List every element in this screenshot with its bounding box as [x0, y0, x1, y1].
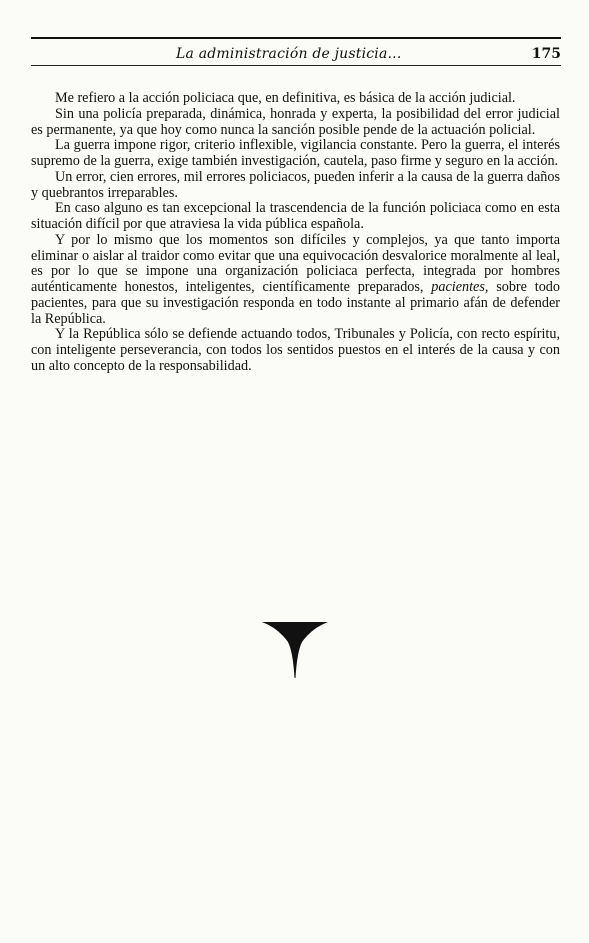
- paragraph-7: Y la República sólo se defiende actuando todos, Tribunales y Policía, con recto espíritu, con inteligente perseverancia, con todos los sentidos puestos en el interés de la causa y con un alto concepto de la responsabilidad.: [31, 326, 560, 374]
- paragraph-6-end: sobre todo pacientes, para que su investigación responda en todo instante al primario afán de defender la República.: [31, 279, 560, 327]
- paragraph-4: Un error, cien errores, mil errores policiacos, pueden inferir a la causa de la guerra daños y quebrantos irreparables.: [31, 168, 560, 201]
- paragraph-1: Me refiero a la acción policiaca que, en definitiva, es básica de la acción judicial.: [55, 90, 516, 106]
- header-rule: [31, 65, 561, 66]
- running-title: La administración de justicia...: [176, 46, 402, 62]
- paragraph-6-start: Y por lo mismo que los momentos son difíciles y complejos, ya que tanto importa eliminar o aislar al traidor como evitar que una equivocación desvalorice moralmente al leal, es por lo que se impone una organización policiaca perfecta, integrada por hombres auténticamente honestos, inteligentes, científicamente preparados,: [31, 231, 560, 295]
- header-top-rule: [31, 37, 561, 39]
- paragraph-6: [31, 233, 560, 328]
- paragraph-3: La guerra impone rigor, criterio inflexible, vigilancia constante. Pero la guerra, el interés supremo de la guerra, exige también investigación, cautela, paso firme y seguro en la acción.: [31, 137, 560, 169]
- paragraph-5: En caso alguno es tan excepcional la trascendencia de la función policiaca como en esta situación difícil por que atraviesa la vida pública española.: [31, 200, 560, 232]
- page-number: 175: [531, 46, 561, 62]
- body-text: [31, 91, 560, 375]
- paragraph-2: Sin una policía preparada, dinámica, honrada y experta, la posibilidad del error judicial es permanente, ya que hoy como nunca la sanción posible pende de la actuación policial.: [31, 105, 560, 138]
- emphasis-pacientes: pacientes,: [431, 279, 489, 295]
- running-head: [31, 46, 561, 66]
- triangle-ornament-icon: [262, 620, 328, 684]
